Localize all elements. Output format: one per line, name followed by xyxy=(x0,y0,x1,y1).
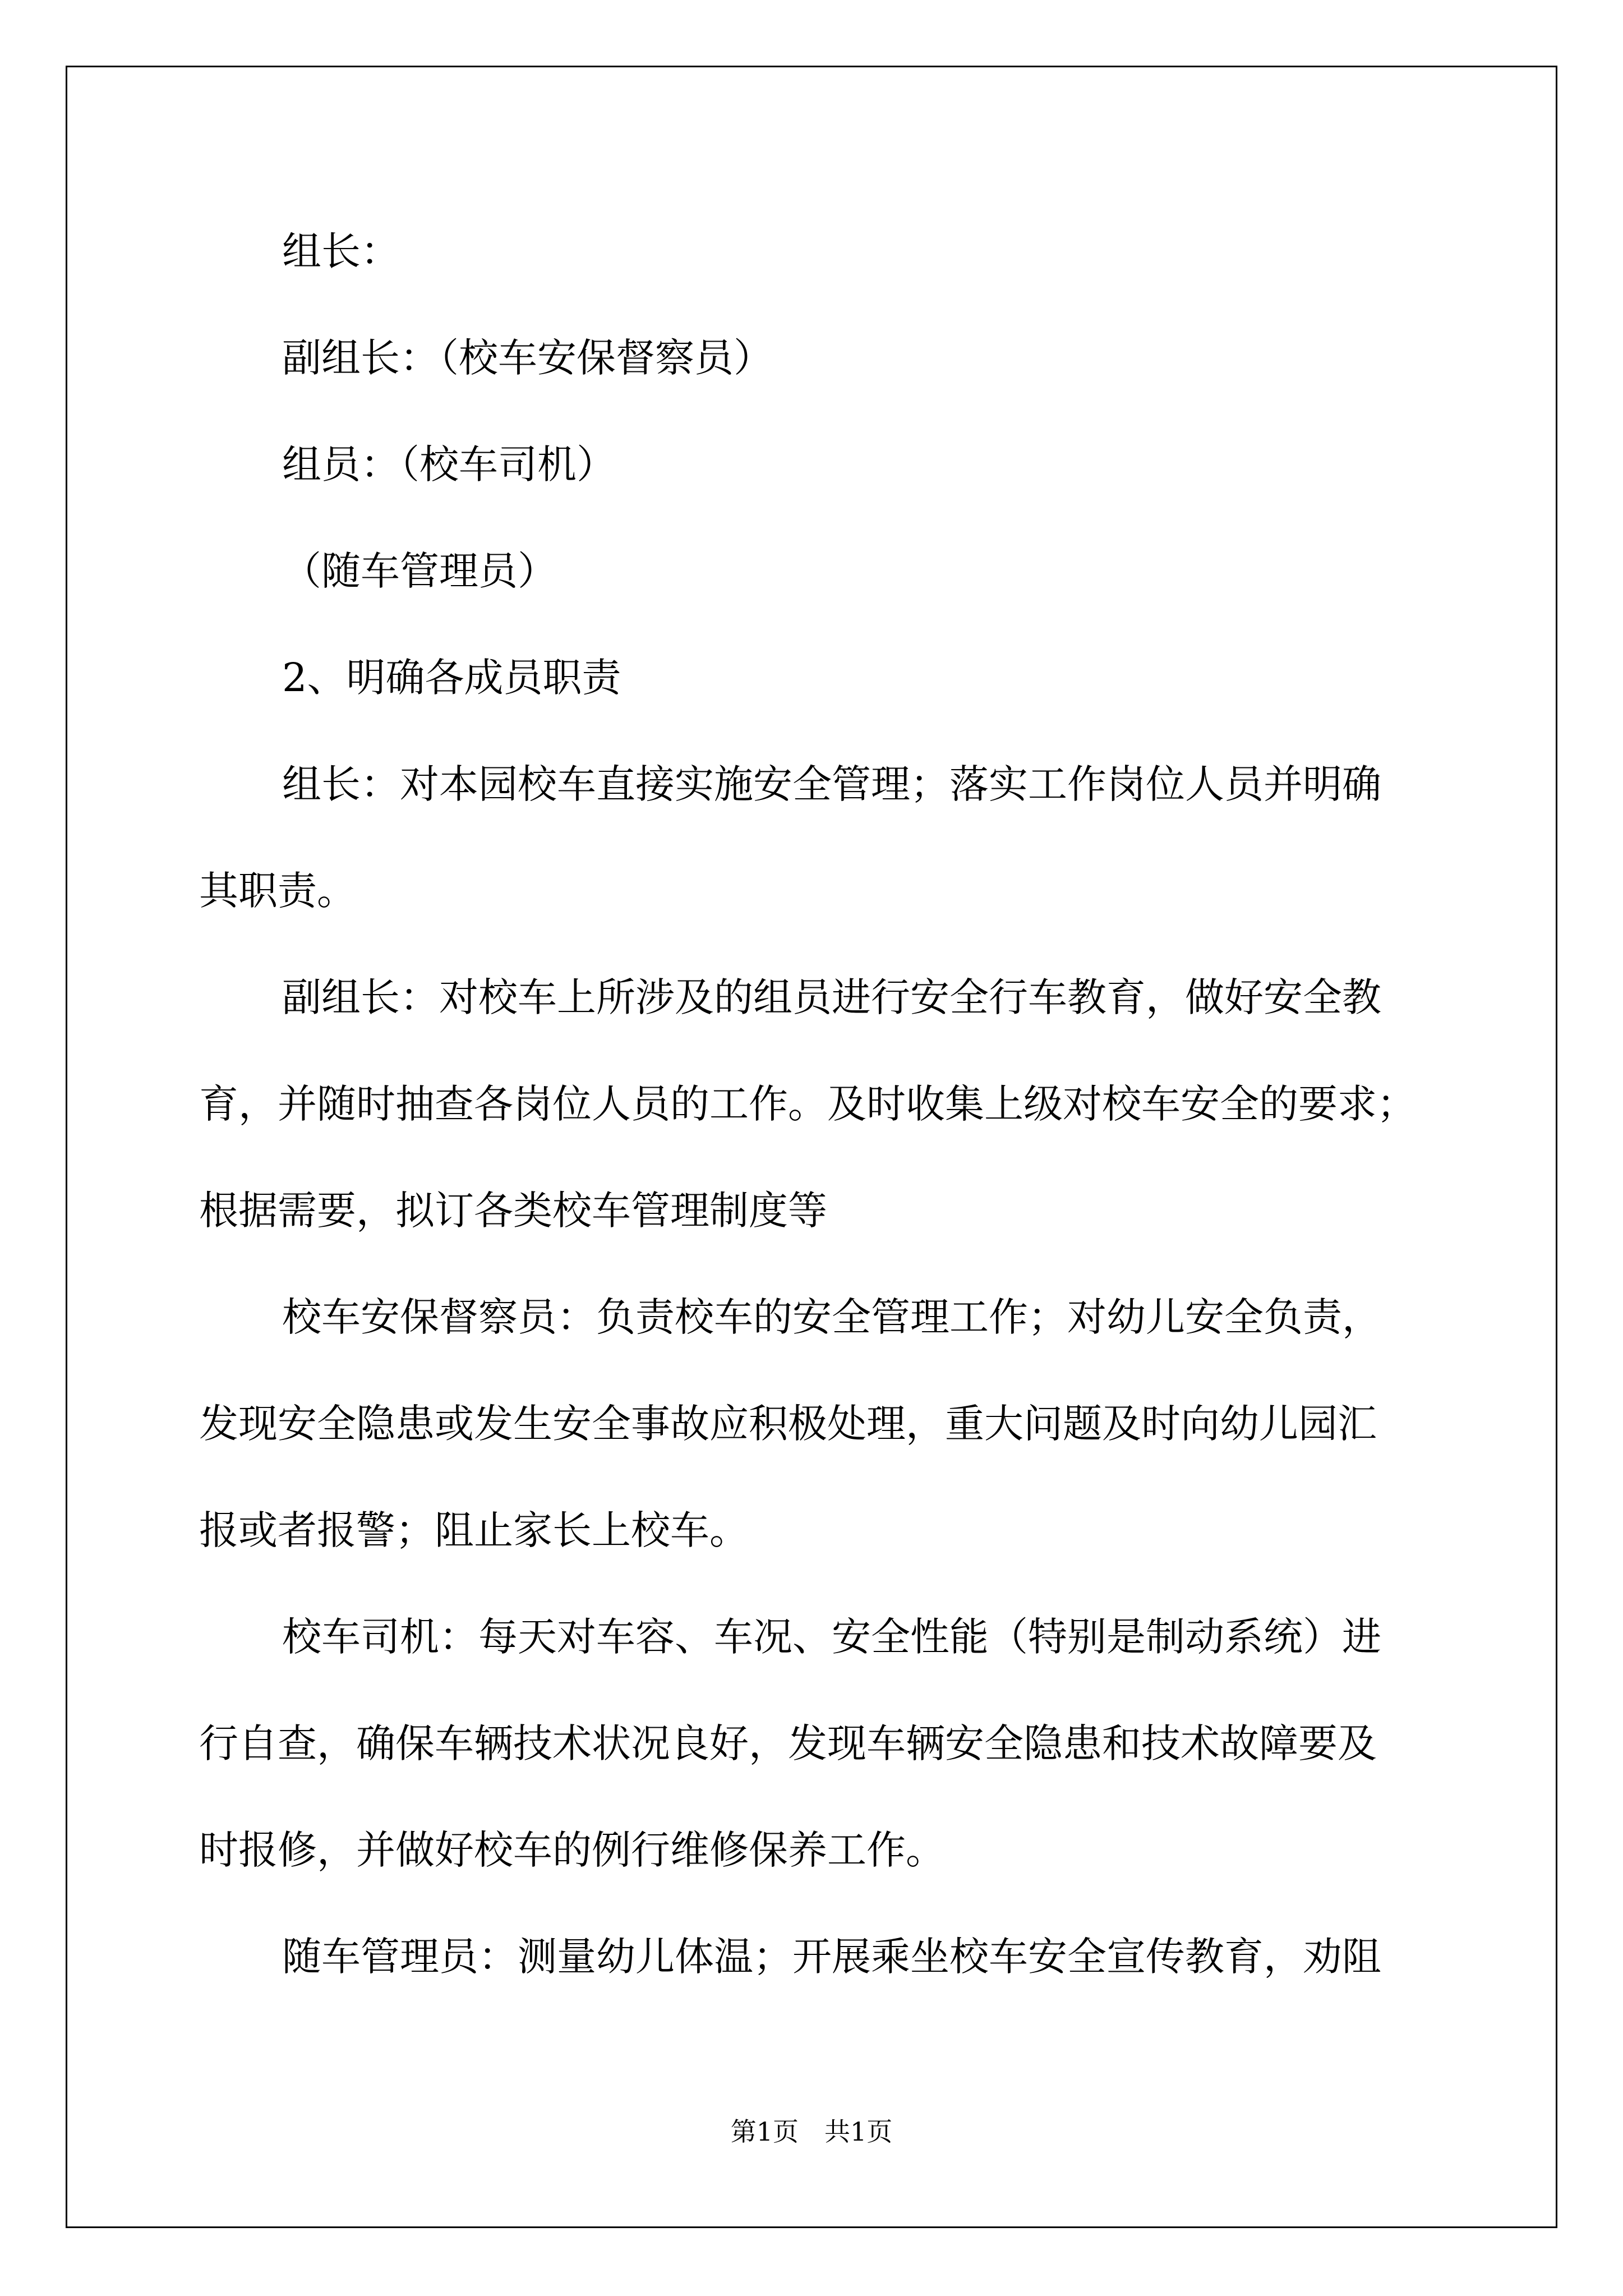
text-line: 时报修，并做好校车的例行维修保养工作。 xyxy=(199,1827,945,1873)
text-line: 组长： xyxy=(282,228,400,274)
text-line: 校车司机：每天对车容、车况、安全性能（特别是制动系统）进 xyxy=(282,1614,1381,1660)
text-line: 副组长：（校车安保督察员） xyxy=(282,335,773,381)
text-line: 报或者报警；阻止家长上校车。 xyxy=(199,1507,749,1553)
text-line: （随车管理员） xyxy=(282,548,557,594)
text-line: 组长：对本园校车直接实施安全管理；落实工作岗位人员并明确 xyxy=(282,761,1381,807)
text-line: 组员：（校车司机） xyxy=(282,441,616,487)
text-line: 行自查，确保车辆技术状况良好，发现车辆安全隐患和技术故障要及 xyxy=(199,1720,1377,1766)
text-line: 育，并随时抽查各岗位人员的工作。及时收集上级对校车安全的要求； xyxy=(199,1081,1416,1127)
page-footer: 第1页 共1页 xyxy=(730,2116,893,2147)
page-border xyxy=(66,66,1557,2228)
text-line: 发现安全隐患或发生安全事故应积极处理，重大问题及时向幼儿园汇 xyxy=(199,1401,1377,1447)
text-line: 2、明确各成员职责 xyxy=(282,655,621,701)
text-line: 校车安保督察员：负责校车的安全管理工作；对幼儿安全负责， xyxy=(282,1294,1381,1340)
text-line: 副组长：对校车上所涉及的组员进行安全行车教育，做好安全教 xyxy=(282,974,1381,1020)
text-line: 根据需要，拟订各类校车管理制度等 xyxy=(199,1188,827,1234)
text-line: 其职责。 xyxy=(199,868,356,914)
text-line: 随车管理员：测量幼儿体温；开展乘坐校车安全宣传教育，劝阻 xyxy=(282,1934,1381,1980)
